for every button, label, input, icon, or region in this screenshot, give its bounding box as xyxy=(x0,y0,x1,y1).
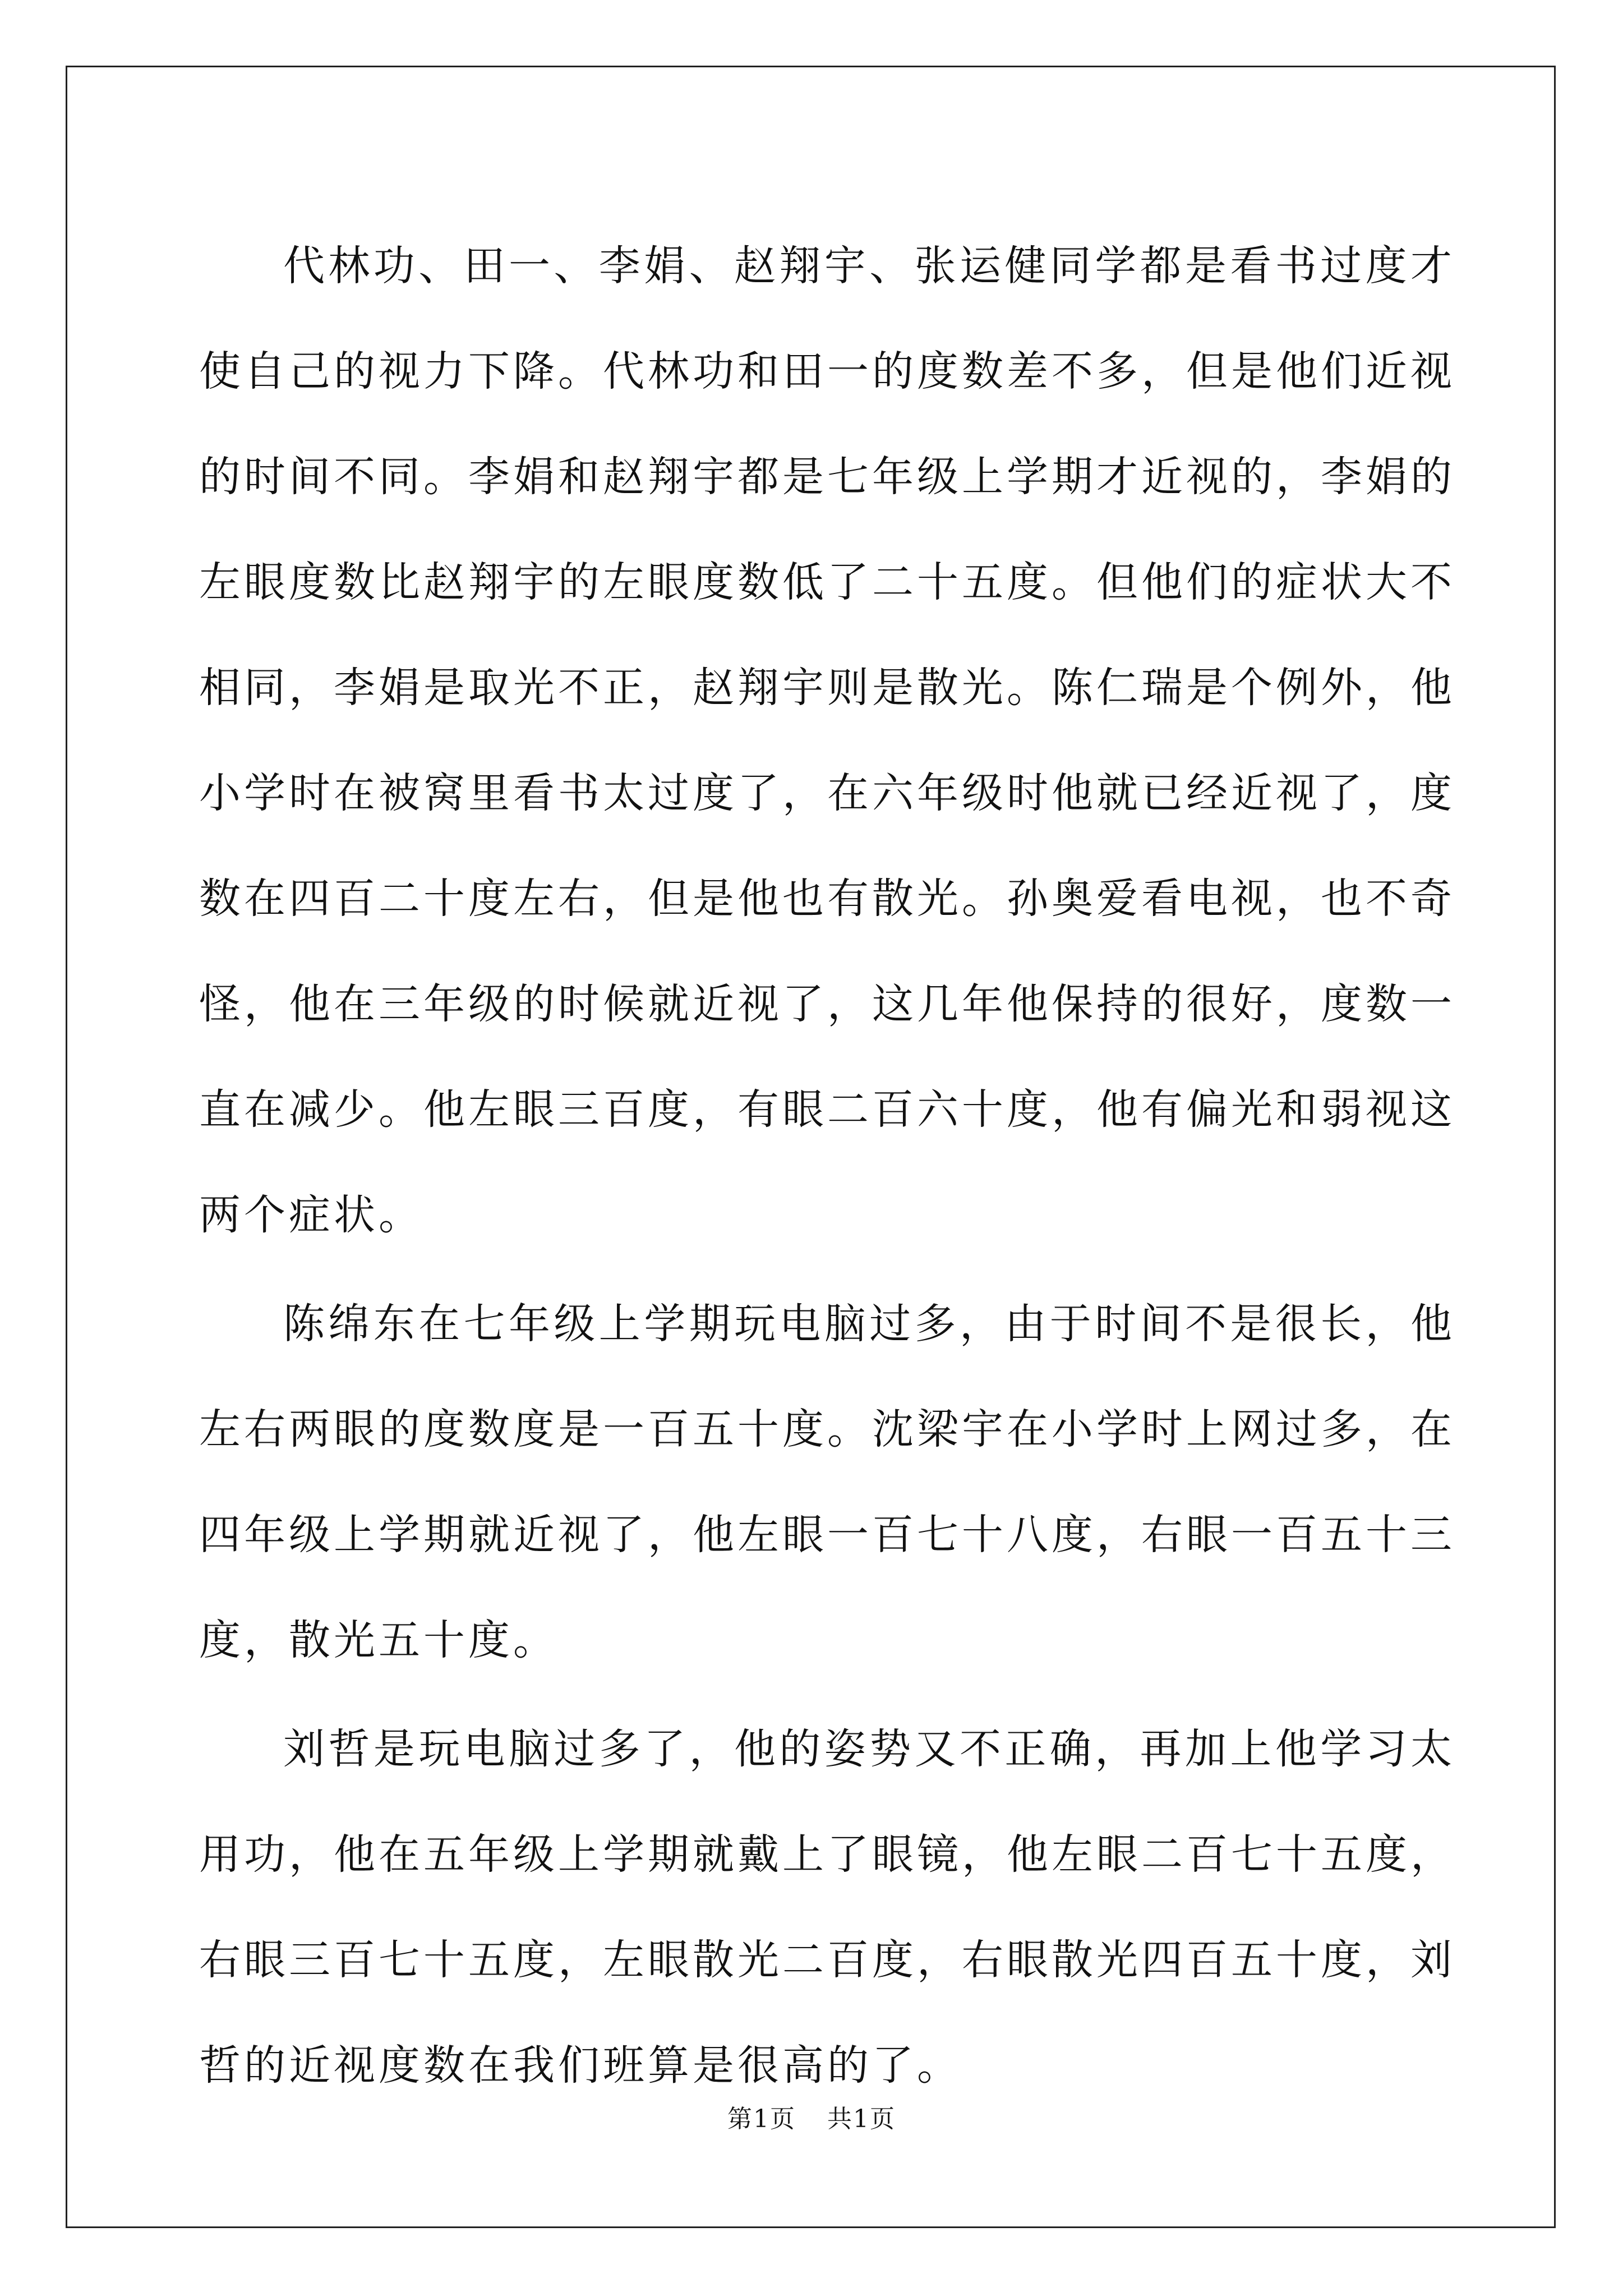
paragraph-2: 陈绵东在七年级上学期玩电脑过多，由于时间不是很长，他左右两眼的度数度是一百五十度。沈梁宇在小学时上网过多，在四年级上学期就近视了，他左眼一百七十八度，右眼一百五十三度，散光五十度。 xyxy=(199,1300,1455,1664)
page-number: 第1页 xyxy=(727,2105,796,2133)
paragraph-1: 代林功、田一、李娟、赵翔宇、张运健同学都是看书过度才使自己的视力下降。代林功和田一的度数差不多，但是他们近视的时间不同。李娟和赵翔宇都是七年级上学期才近视的，李娟的左眼度数比赵翔宇的左眼度数低了二十五度。但他们的症状大不相同，李娟是取光不正，赵翔宇则是散光。陈仁瑞是个例外，他小学时在被窝里看书太过度了，在六年级时他就已经近视了，度数在四百二十度左右，但是他也有散光。孙奥爱看电视，也不奇怪，他在三年级的时候就近视了，这几年他保持的很好，度数一直在减少。他左眼三百度，有眼二百六十度，他有偏光和弱视这两个症状。 xyxy=(199,242,1455,1239)
document-body xyxy=(199,213,1455,2118)
paragraph-3: 刘哲是玩电脑过多了，他的姿势又不正确，再加上他学习太用功，他在五年级上学期就戴上了眼镜，他左眼二百七十五度，右眼三百七十五度，左眼散光二百度，右眼散光四百五十度，刘哲的近视度数在我们班算是很高的了。 xyxy=(199,1725,1455,2090)
page-footer xyxy=(0,2102,1623,2136)
page-total: 共1页 xyxy=(827,2105,896,2133)
